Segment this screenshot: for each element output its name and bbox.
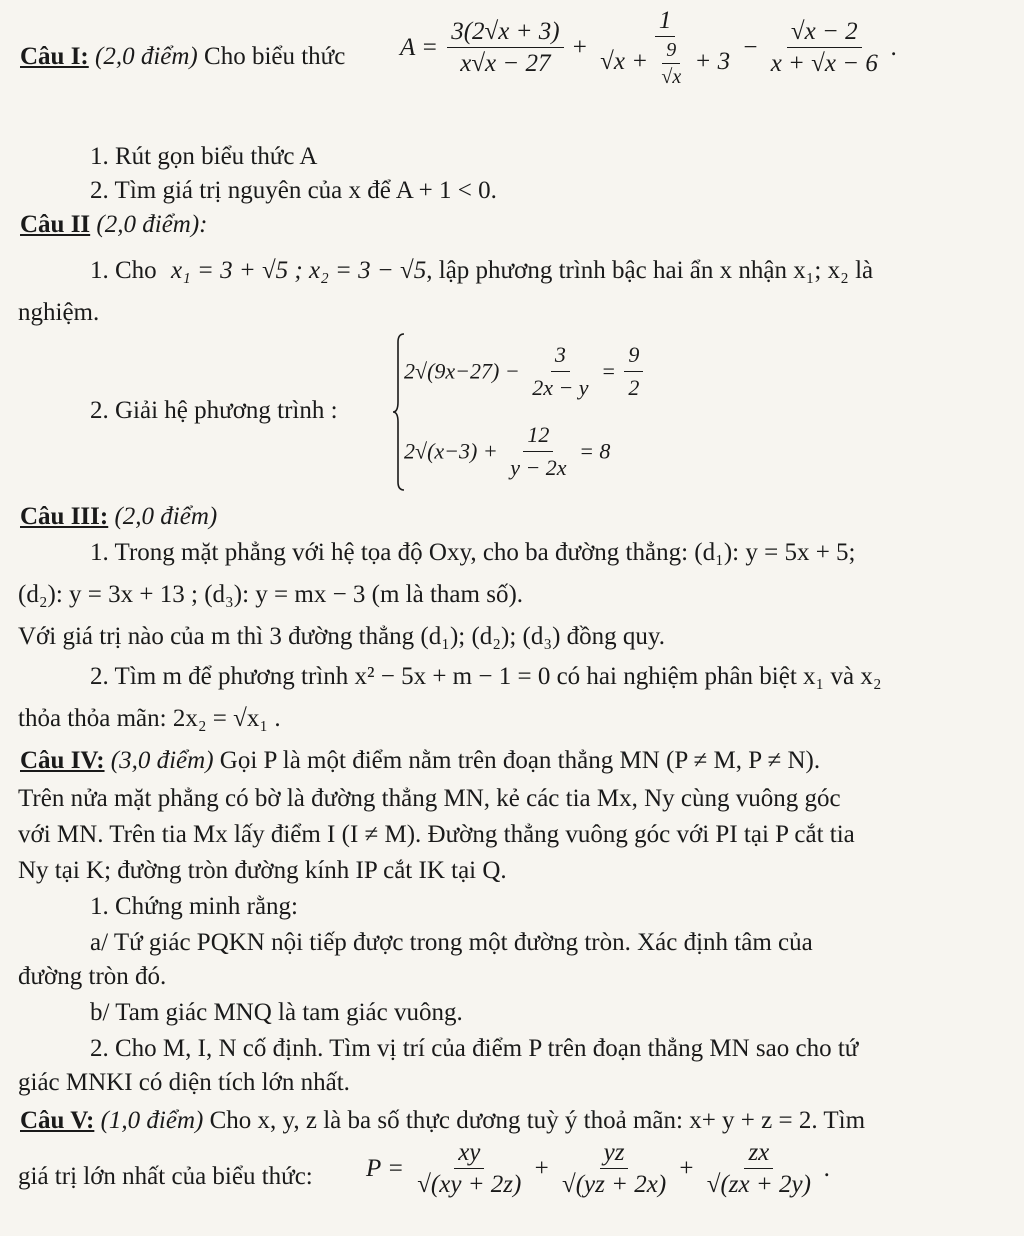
- inner-fraction-num: 9: [662, 40, 680, 64]
- q5-line-2: giá trị lớn nhất của biểu thức:: [18, 1163, 313, 1190]
- p-term-3-num: zx: [744, 1140, 773, 1169]
- q5-points: (1,0 điểm): [100, 1107, 204, 1134]
- q1-points: (2,0 điểm): [95, 43, 198, 70]
- p-term-2-num: yz: [600, 1140, 629, 1169]
- q4-header-line: [20, 748, 820, 773]
- q5-line-1: Cho x, y, z là ba số thực dương tuỳ ý thoả mãn: x+ y + z = 2. Tìm: [209, 1107, 866, 1134]
- fraction-2-den: [596, 37, 734, 87]
- p-term-3: [703, 1140, 815, 1197]
- q4-line-4: Ny tại K; đường tròn đường kính IP cắt IK tại Q.: [18, 857, 507, 884]
- q4-line-7: đường tròn đó.: [18, 963, 167, 990]
- q3-line-4: 2. Tìm m để phương trình x² − 5x + m − 1 = 0 có hai nghiệm phân biệt x₁ và x₂: [90, 663, 882, 690]
- q2-item-2: 2. Giải hệ phương trình :: [90, 397, 338, 424]
- inner-fraction-den: √x: [661, 66, 682, 88]
- fraction-1-num: 3(2√x + 3): [447, 19, 563, 48]
- q4-line-8: b/ Tam giác MNQ là tam giác vuông.: [90, 999, 463, 1026]
- q1-intro: Cho biểu thức: [204, 43, 346, 70]
- q4-line-2: Trên nửa mặt phẳng có bờ là đường thẳng MN, kẻ các tia Mx, Ny cùng vuông góc: [18, 785, 841, 812]
- q2-points: (2,0 điểm):: [96, 211, 208, 238]
- fraction-2: [596, 8, 734, 87]
- p-lhs: P =: [366, 1155, 404, 1182]
- q4-line-3: với MN. Trên tia Mx lấy điểm I (I ≠ M). Đường thẳng vuông góc với PI tại P cắt tia: [18, 821, 855, 848]
- eq1-rnum: 9: [624, 342, 643, 372]
- fraction-2-den-b: + 3: [694, 48, 731, 76]
- q4-line-5: 1. Chứng minh rằng:: [90, 893, 298, 920]
- fraction-1-den: x√x − 27: [460, 50, 551, 77]
- fraction-2-den-a: √x +: [600, 48, 649, 76]
- q5-header-line: [20, 1108, 865, 1133]
- eq2-num: 12: [523, 422, 553, 452]
- eq2-eq: = 8: [579, 438, 611, 464]
- q2-heading: Câu II: [20, 211, 91, 238]
- eq2-den: y − 2x: [510, 455, 567, 480]
- eq1-a: 2√(9x−27) −: [404, 358, 520, 384]
- q3-line-3: Với giá trị nào của m thì 3 đường thẳng (d₁); (d₂); (d₃) đồng quy.: [18, 623, 666, 650]
- formula-lhs: A =: [400, 34, 438, 61]
- q5-heading: Câu V:: [20, 1107, 95, 1134]
- q4-line-6: a/ Tứ giác PQKN nội tiếp được trong một đường tròn. Xác định tâm của: [90, 929, 813, 956]
- q1-header-line: [20, 44, 345, 69]
- q3-line-2: (d₂): y = 3x + 13 ; (d₃): y = mx − 3 (m là tham số).: [18, 581, 524, 608]
- p-term-1-num: xy: [454, 1140, 484, 1169]
- eq2-a: 2√(x−3) +: [404, 438, 498, 464]
- fraction-3: [767, 19, 882, 76]
- q2-item1-a: 1. Cho: [90, 257, 157, 284]
- eq1-num: 3: [551, 342, 570, 372]
- q4-line-9: 2. Cho M, I, N cố định. Tìm vị trí của điểm P trên đoạn thẳng MN sao cho tứ: [90, 1035, 859, 1062]
- eq2-fraction: [506, 422, 570, 481]
- q4-line-1: Gọi P là một điểm nằm trên đoạn thẳng MN (P ≠ M, P ≠ N).: [219, 747, 821, 774]
- eq1-rhs: [624, 342, 643, 401]
- p-term-3-den: √(zx + 2y): [706, 1171, 811, 1198]
- p-end: .: [824, 1155, 831, 1182]
- q5-formula: P = $\frac{xy}{√(xy + 2z)}$ + $\frac{yz}{√(yz + 2x)}$ + $\frac{zx}{√(zx + 2y)}$ .: [366, 1139, 831, 1198]
- q4-line-10: giác MNKI có diện tích lớn nhất.: [18, 1069, 350, 1096]
- fraction-3-num: √x − 2: [787, 19, 862, 48]
- eq1-den: 2x − y: [532, 375, 589, 400]
- q1-heading: Câu I:: [20, 43, 89, 70]
- q3-line-1: 1. Trong mặt phẳng với hệ tọa độ Oxy, cho ba đường thẳng: (d₁): y = 5x + 5;: [90, 539, 856, 566]
- q1-item-2: 2. Tìm giá trị nguyên của x để A + 1 < 0.: [90, 177, 497, 204]
- p-term-2-den: √(yz + 2x): [561, 1171, 667, 1198]
- system-eq-2: [404, 422, 610, 481]
- fraction-1: [447, 19, 563, 76]
- p-term-1-den: √(xy + 2z): [417, 1171, 522, 1198]
- q4-heading: Câu IV:: [20, 747, 105, 774]
- q2-item1-math: x₁ = 3 + √5 ; x₂ = 3 − √5: [170, 257, 427, 284]
- eq1-fraction: [528, 342, 592, 401]
- q1-item-1: 1. Rút gọn biểu thức A: [90, 143, 318, 170]
- q2-header-line: [20, 212, 208, 237]
- q3-header-line: [20, 504, 217, 529]
- fraction-2-num: 1: [655, 8, 676, 37]
- eq1-rden: 2: [628, 375, 640, 400]
- q2-item-1: [90, 258, 873, 283]
- system-eq-1: [404, 342, 646, 401]
- fraction-3-den: x + √x − 6: [770, 50, 878, 77]
- q3-heading: Câu III:: [20, 503, 109, 530]
- q4-points: (3,0 điểm): [110, 747, 214, 774]
- p-term-2: [558, 1140, 670, 1197]
- q3-line-5: thỏa thỏa mãn: 2x₂ = √x₁ .: [18, 705, 281, 732]
- eq1-eq: =: [601, 358, 616, 384]
- q2-item1-b: , lập phương trình bậc hai ẩn x nhận x₁; x₂ là: [426, 257, 874, 284]
- q1-formula: A = $\frac{3(2√x + 3)}{x√x - 27}$ + 1 √x + $\frac{9}{√x}$ + 3 − $\frac{√x - 2}{x + √x - 6}$ .: [400, 7, 898, 88]
- formula-end: .: [891, 34, 898, 61]
- inner-fraction: [657, 40, 685, 87]
- q3-points: (2,0 điểm): [114, 503, 218, 530]
- q2-item-1-cont: nghiệm.: [18, 299, 100, 326]
- p-term-1: [413, 1140, 525, 1197]
